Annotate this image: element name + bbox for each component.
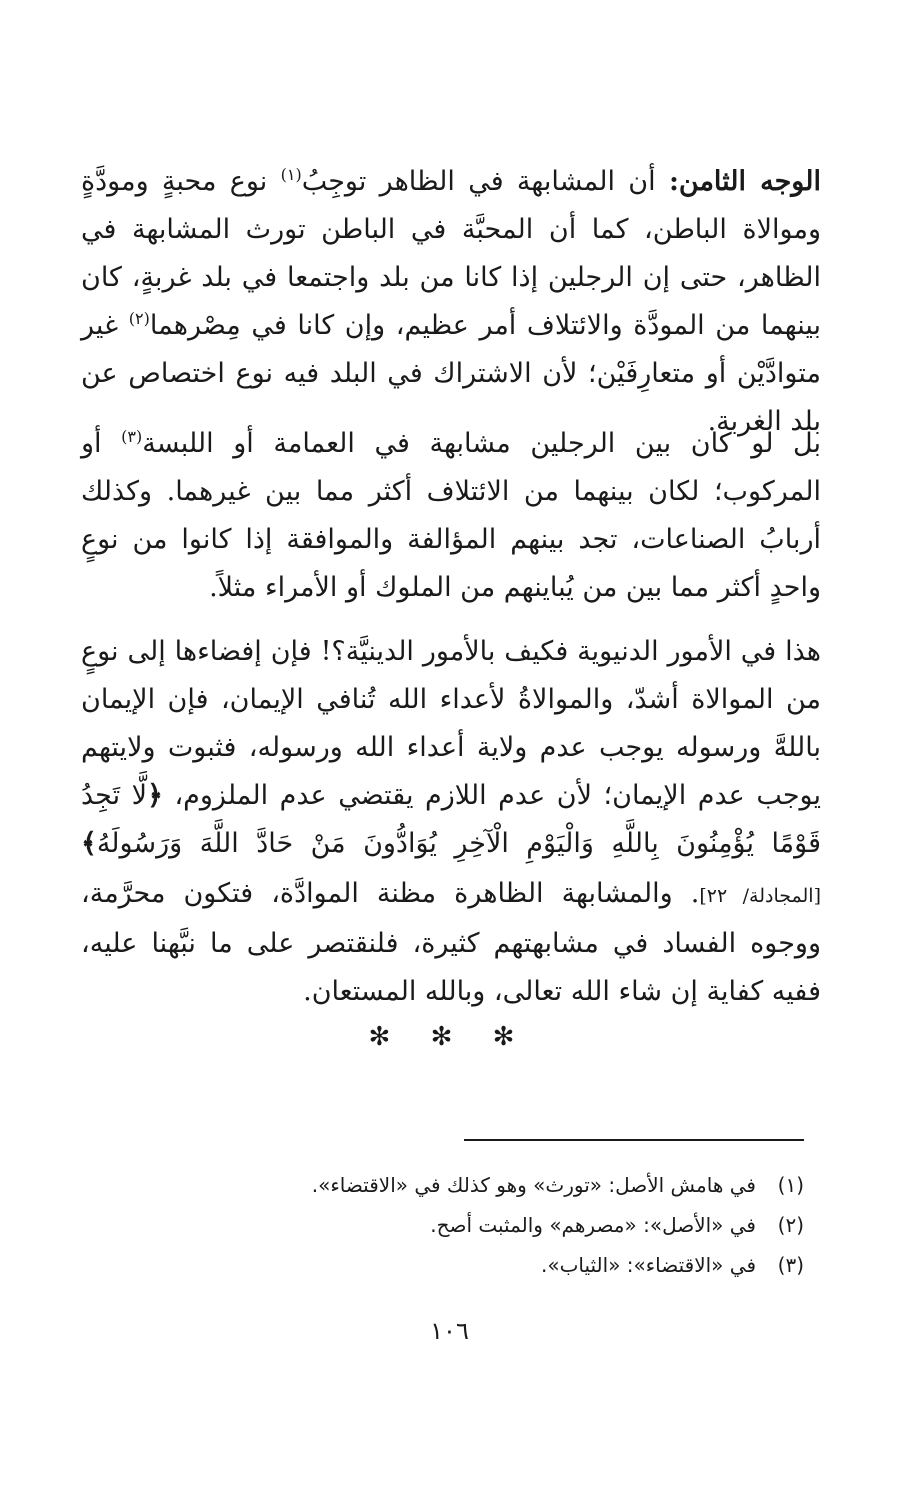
footnote-number: (٣) <box>777 1253 804 1277</box>
footnote-item <box>104 1245 804 1285</box>
paragraph-text: أن المشابهة في الظاهر توجِبُ <box>301 166 669 197</box>
footnote-item <box>104 1205 804 1245</box>
quran-verse: لَّا تَجِدُ قَوْمًا يُؤْمِنُونَ بِاللَّهِ وَالْيَوْمِ الْآخِرِ يُوَادُّونَ مَنْ حَادَّ اللَّهَ وَرَسُولَهُ <box>81 780 821 859</box>
footnote-number: (٢) <box>777 1213 804 1237</box>
footnote-marker-1: (١) <box>280 165 302 184</box>
footnote-divider <box>464 1139 804 1141</box>
footnote-marker-2: (٢) <box>128 309 150 328</box>
paragraph-text: بل لو كان بين الرجلين مشابهة في العمامة أو اللبسة <box>142 428 821 459</box>
paragraph-text: . والمشابهة الظاهرة مظنة الموادَّة، فتكون محرَّمة، ووجوه الفساد في مشابهتهم كثيرة، فلنقتصر على ما نبَّهنا عليه، ففيه كفاية إن شاء الله تعالى، وبالله المستعان. <box>81 878 821 1007</box>
footnote-item <box>104 1165 804 1205</box>
page-number: ١٠٦ <box>430 1317 469 1345</box>
footnote-text: في «الاقتضاء»: «الثياب». <box>540 1253 756 1277</box>
quran-bracket-close: ﴾ <box>81 828 97 859</box>
paragraph-clothing-similarity <box>81 420 821 612</box>
paragraph-eighth-aspect <box>81 158 821 446</box>
paragraph-religious-matters <box>81 628 821 1016</box>
paragraph-text: غير متوادَّيْن أو متعارِفَيْن؛ لأن الاشتراك في البلد فيه نوع اختصاص عن بلد الغربة. <box>81 310 821 437</box>
paragraph-heading: الوجه الثامن: <box>668 166 821 197</box>
quran-bracket-open: ﴿ <box>147 780 163 811</box>
footnote-marker-3: (٣) <box>121 427 143 446</box>
verse-reference: [المجادلة/ ٢٢] <box>699 885 821 907</box>
paragraph-text: نوع محبةٍ ومودَّةٍ وموالاة الباطن، كما أن المحبَّة في الباطن تورث المشابهة في الظاهر، حتى إن الرجلين إذا كانا من بلد واجتمعا في بلد غربةٍ، كان بينهما من المودَّة والائتلاف أمر عظيم، وإن كانا في مِصْرهما <box>81 166 822 341</box>
section-separator: ✻ ✻ ✻ <box>368 1022 531 1052</box>
paragraph-text: هذا في الأمور الدنيوية فكيف بالأمور الدينيَّة؟! فإن إفضاءها إلى نوعٍ من الموالاة أشدّ، والموالاةُ لأعداء الله تُنافي الإيمان، فإن الإيمان باللهَّ ورسوله يوجب عدم ولاية أعداء الله ورسوله، فثبوت ولايتهم يوجب عدم الإيمان؛ لأن عدم اللازم يقتضي عدم الملزوم، <box>81 636 821 811</box>
footnote-text: في هامش الأصل: «تورث» وهو كذلك في «الاقتضاء». <box>311 1173 756 1197</box>
footnotes <box>104 1165 804 1285</box>
paragraph-text: أو المركوب؛ لكان بينهما من الائتلاف أكثر مما بين غيرهما. وكذلك أربابُ الصناعات، تجد بينهم المؤالفة والموافقة إذا كانوا من نوعٍ واحدٍ أكثر مما بين من يُباينهم من الملوك أو الأمراء مثلاً. <box>81 428 821 603</box>
footnote-number: (١) <box>777 1173 804 1197</box>
footnote-text: في «الأصل»: «مصرهم» والمثبت أصح. <box>430 1213 756 1237</box>
